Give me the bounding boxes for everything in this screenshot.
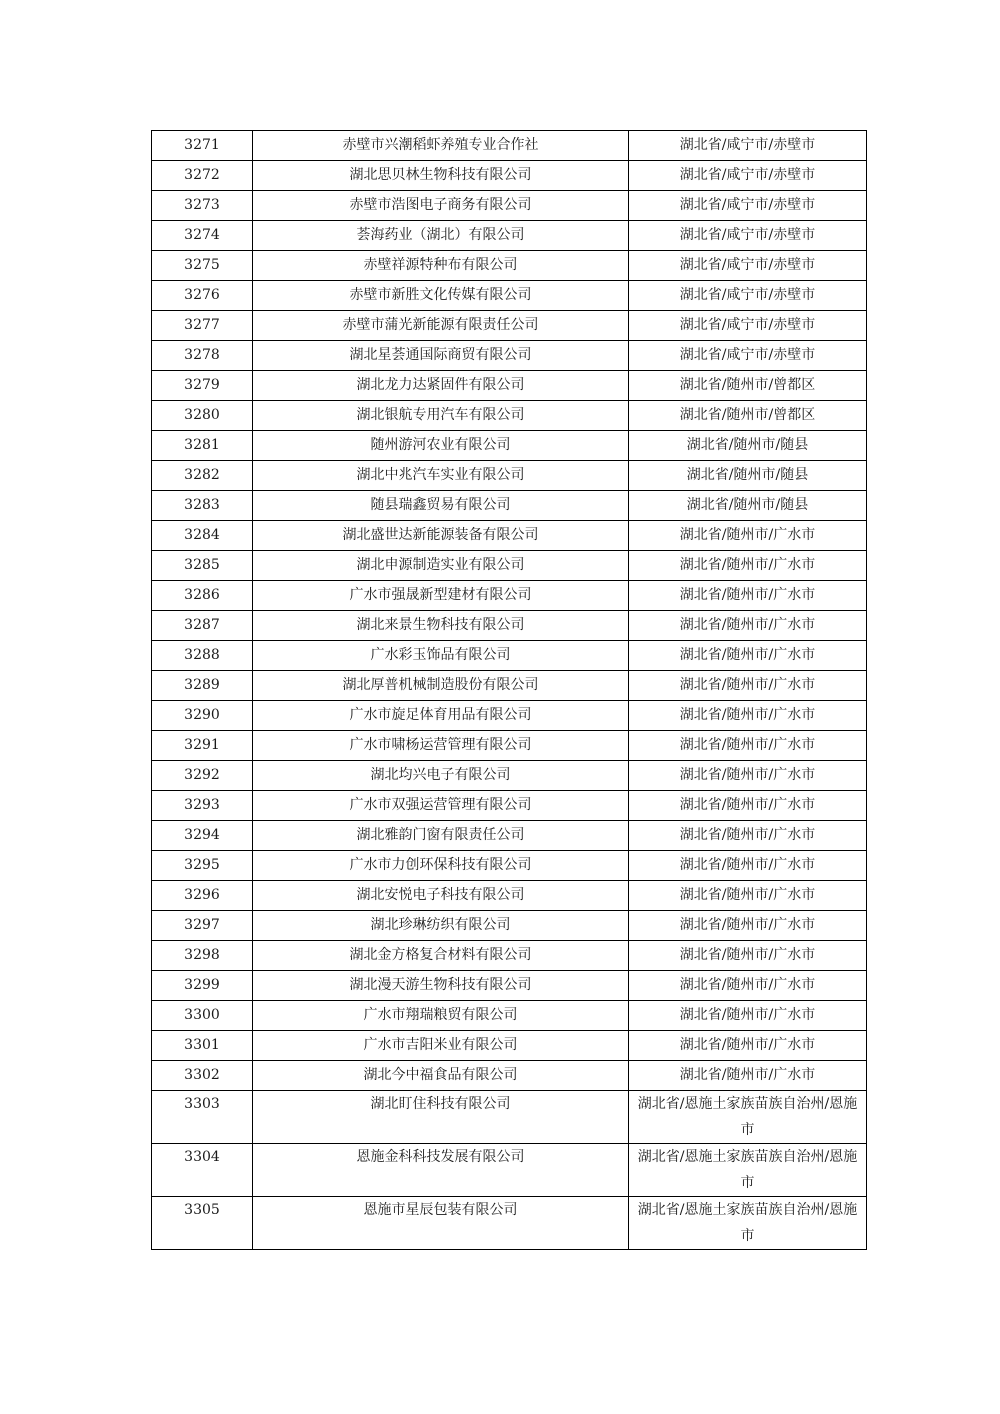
table-row xyxy=(152,1091,867,1144)
row-number-cell: 3274 xyxy=(152,221,253,251)
table-row xyxy=(152,701,867,731)
table-row xyxy=(152,641,867,671)
company-name-cell: 广水市啸杨运营管理有限公司 xyxy=(253,731,629,761)
company-name-cell: 湖北来景生物科技有限公司 xyxy=(253,611,629,641)
company-name-cell: 湖北星荟通国际商贸有限公司 xyxy=(253,341,629,371)
row-number-cell: 3277 xyxy=(152,311,253,341)
table-row xyxy=(152,491,867,521)
table-row xyxy=(152,131,867,161)
row-number-cell: 3281 xyxy=(152,431,253,461)
region-cell: 湖北省/随州市/随县 xyxy=(629,491,867,521)
region-cell: 湖北省/咸宁市/赤壁市 xyxy=(629,311,867,341)
table-body xyxy=(152,131,867,1250)
company-name-cell: 湖北安悦电子科技有限公司 xyxy=(253,881,629,911)
region-cell: 湖北省/随州市/曾都区 xyxy=(629,401,867,431)
row-number-cell: 3279 xyxy=(152,371,253,401)
row-number-cell: 3294 xyxy=(152,821,253,851)
region-cell: 湖北省/咸宁市/赤壁市 xyxy=(629,191,867,221)
row-number-cell: 3291 xyxy=(152,731,253,761)
region-cell: 湖北省/随州市/广水市 xyxy=(629,611,867,641)
row-number-cell: 3300 xyxy=(152,1001,253,1031)
row-number-cell: 3298 xyxy=(152,941,253,971)
table-row xyxy=(152,1061,867,1091)
table-row xyxy=(152,221,867,251)
region-cell: 湖北省/随州市/广水市 xyxy=(629,1061,867,1091)
region-cell: 湖北省/咸宁市/赤壁市 xyxy=(629,161,867,191)
table-row xyxy=(152,1001,867,1031)
region-cell: 湖北省/随州市/广水市 xyxy=(629,1031,867,1061)
table-row xyxy=(152,881,867,911)
table-row xyxy=(152,1031,867,1061)
table-row xyxy=(152,551,867,581)
table-row xyxy=(152,161,867,191)
company-name-cell: 湖北漫天游生物科技有限公司 xyxy=(253,971,629,1001)
company-name-cell: 广水市旋足体育用品有限公司 xyxy=(253,701,629,731)
table-row xyxy=(152,851,867,881)
row-number-cell: 3276 xyxy=(152,281,253,311)
company-name-cell: 湖北雅韵门窗有限责任公司 xyxy=(253,821,629,851)
company-name-cell: 广水市双强运营管理有限公司 xyxy=(253,791,629,821)
company-name-cell: 赤壁祥源特种布有限公司 xyxy=(253,251,629,281)
region-cell: 湖北省/咸宁市/赤壁市 xyxy=(629,281,867,311)
region-cell: 湖北省/随州市/广水市 xyxy=(629,821,867,851)
company-name-cell: 赤壁市兴潮稻虾养殖专业合作社 xyxy=(253,131,629,161)
table-row xyxy=(152,1144,867,1197)
row-number-cell: 3305 xyxy=(152,1197,253,1250)
row-number-cell: 3299 xyxy=(152,971,253,1001)
company-name-cell: 湖北申源制造实业有限公司 xyxy=(253,551,629,581)
table-row xyxy=(152,251,867,281)
table-row xyxy=(152,821,867,851)
table-row xyxy=(152,971,867,1001)
region-cell: 湖北省/随州市/广水市 xyxy=(629,641,867,671)
table-row xyxy=(152,311,867,341)
region-cell: 湖北省/咸宁市/赤壁市 xyxy=(629,221,867,251)
table-row xyxy=(152,671,867,701)
row-number-cell: 3285 xyxy=(152,551,253,581)
region-cell: 湖北省/随州市/随县 xyxy=(629,431,867,461)
row-number-cell: 3271 xyxy=(152,131,253,161)
row-number-cell: 3296 xyxy=(152,881,253,911)
company-name-cell: 恩施金科科技发展有限公司 xyxy=(253,1144,629,1197)
region-cell: 湖北省/随州市/广水市 xyxy=(629,521,867,551)
region-cell: 湖北省/随州市/广水市 xyxy=(629,1001,867,1031)
region-cell: 湖北省/随州市/广水市 xyxy=(629,701,867,731)
company-name-cell: 荟海药业（湖北）有限公司 xyxy=(253,221,629,251)
region-cell: 湖北省/随州市/广水市 xyxy=(629,881,867,911)
company-name-cell: 随县瑞鑫贸易有限公司 xyxy=(253,491,629,521)
region-cell: 湖北省/随州市/曾都区 xyxy=(629,371,867,401)
row-number-cell: 3283 xyxy=(152,491,253,521)
table-row xyxy=(152,371,867,401)
table-row xyxy=(152,431,867,461)
region-cell: 湖北省/随州市/广水市 xyxy=(629,851,867,881)
table-row xyxy=(152,1197,867,1250)
region-cell: 湖北省/随州市/广水市 xyxy=(629,581,867,611)
company-name-cell: 广水市翔瑞粮贸有限公司 xyxy=(253,1001,629,1031)
company-name-cell: 广水彩玉饰品有限公司 xyxy=(253,641,629,671)
region-cell: 湖北省/随州市/广水市 xyxy=(629,761,867,791)
region-cell: 湖北省/随州市/广水市 xyxy=(629,791,867,821)
region-cell: 湖北省/恩施土家族苗族自治州/恩施市 xyxy=(629,1091,867,1144)
region-cell: 湖北省/随州市/随县 xyxy=(629,461,867,491)
company-name-cell: 广水市力创环保科技有限公司 xyxy=(253,851,629,881)
row-number-cell: 3288 xyxy=(152,641,253,671)
row-number-cell: 3287 xyxy=(152,611,253,641)
company-name-cell: 湖北均兴电子有限公司 xyxy=(253,761,629,791)
company-name-cell: 湖北盯住科技有限公司 xyxy=(253,1091,629,1144)
company-name-cell: 赤壁市蒲光新能源有限责任公司 xyxy=(253,311,629,341)
company-name-cell: 湖北银航专用汽车有限公司 xyxy=(253,401,629,431)
row-number-cell: 3278 xyxy=(152,341,253,371)
row-number-cell: 3293 xyxy=(152,791,253,821)
row-number-cell: 3297 xyxy=(152,911,253,941)
table-row xyxy=(152,911,867,941)
region-cell: 湖北省/恩施土家族苗族自治州/恩施市 xyxy=(629,1144,867,1197)
region-cell: 湖北省/随州市/广水市 xyxy=(629,941,867,971)
table-row xyxy=(152,791,867,821)
row-number-cell: 3292 xyxy=(152,761,253,791)
table-row xyxy=(152,341,867,371)
company-name-cell: 广水市吉阳米业有限公司 xyxy=(253,1031,629,1061)
company-name-cell: 随州游河农业有限公司 xyxy=(253,431,629,461)
row-number-cell: 3284 xyxy=(152,521,253,551)
table-row xyxy=(152,461,867,491)
company-name-cell: 湖北珍琳纺织有限公司 xyxy=(253,911,629,941)
row-number-cell: 3304 xyxy=(152,1144,253,1197)
region-cell: 湖北省/咸宁市/赤壁市 xyxy=(629,131,867,161)
row-number-cell: 3282 xyxy=(152,461,253,491)
region-cell: 湖北省/随州市/广水市 xyxy=(629,731,867,761)
table-row xyxy=(152,581,867,611)
region-cell: 湖北省/恩施土家族苗族自治州/恩施市 xyxy=(629,1197,867,1250)
company-name-cell: 湖北思贝林生物科技有限公司 xyxy=(253,161,629,191)
table-row xyxy=(152,761,867,791)
company-name-cell: 湖北厚普机械制造股份有限公司 xyxy=(253,671,629,701)
company-name-cell: 恩施市星辰包装有限公司 xyxy=(253,1197,629,1250)
company-name-cell: 湖北盛世达新能源装备有限公司 xyxy=(253,521,629,551)
company-name-cell: 广水市强晟新型建材有限公司 xyxy=(253,581,629,611)
table-row xyxy=(152,731,867,761)
table-row xyxy=(152,521,867,551)
row-number-cell: 3302 xyxy=(152,1061,253,1091)
company-name-cell: 赤壁市新胜文化传媒有限公司 xyxy=(253,281,629,311)
row-number-cell: 3275 xyxy=(152,251,253,281)
region-cell: 湖北省/随州市/广水市 xyxy=(629,971,867,1001)
company-name-cell: 湖北中兆汽车实业有限公司 xyxy=(253,461,629,491)
enterprise-table xyxy=(151,130,867,1250)
region-cell: 湖北省/随州市/广水市 xyxy=(629,671,867,701)
row-number-cell: 3272 xyxy=(152,161,253,191)
company-name-cell: 湖北今中福食品有限公司 xyxy=(253,1061,629,1091)
table-row xyxy=(152,281,867,311)
row-number-cell: 3289 xyxy=(152,671,253,701)
company-name-cell: 湖北金方格复合材料有限公司 xyxy=(253,941,629,971)
row-number-cell: 3301 xyxy=(152,1031,253,1061)
row-number-cell: 3295 xyxy=(152,851,253,881)
company-name-cell: 湖北龙力达紧固件有限公司 xyxy=(253,371,629,401)
row-number-cell: 3280 xyxy=(152,401,253,431)
table-row xyxy=(152,401,867,431)
row-number-cell: 3286 xyxy=(152,581,253,611)
region-cell: 湖北省/咸宁市/赤壁市 xyxy=(629,341,867,371)
table-row xyxy=(152,191,867,221)
table-row xyxy=(152,611,867,641)
region-cell: 湖北省/随州市/广水市 xyxy=(629,911,867,941)
region-cell: 湖北省/咸宁市/赤壁市 xyxy=(629,251,867,281)
table-row xyxy=(152,941,867,971)
row-number-cell: 3303 xyxy=(152,1091,253,1144)
company-name-cell: 赤壁市浩图电子商务有限公司 xyxy=(253,191,629,221)
region-cell: 湖北省/随州市/广水市 xyxy=(629,551,867,581)
row-number-cell: 3290 xyxy=(152,701,253,731)
row-number-cell: 3273 xyxy=(152,191,253,221)
